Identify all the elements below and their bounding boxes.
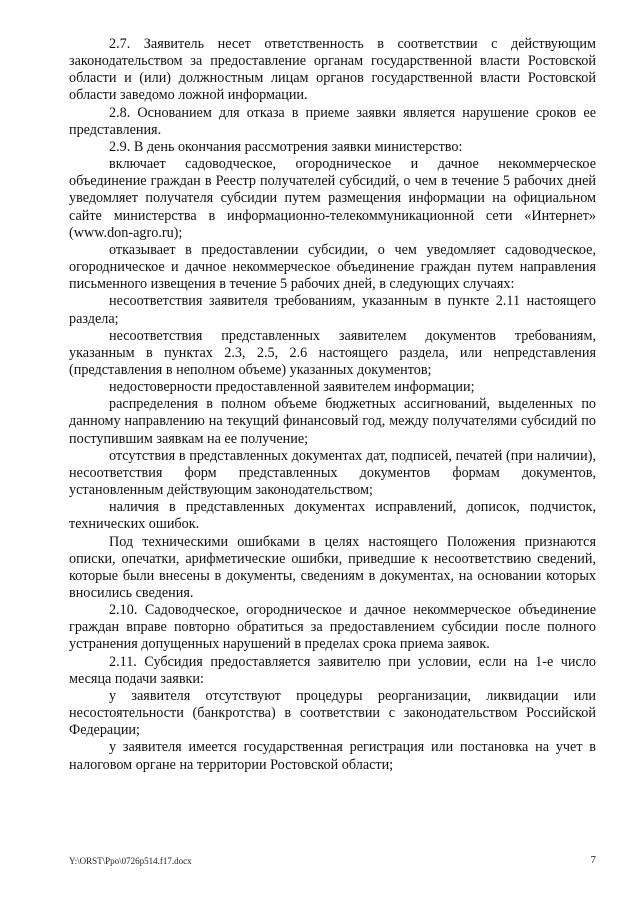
list-item-case-budget: распределения в полном объеме бюджетных ассигнований, выделенных по данному направлению на текущий финансовый год, между получателями субсидий по поступившим заявкам на ее получение; (69, 396, 596, 447)
paragraph-2-10: 2.10. Садоводческое, огородническое и дачное некоммерческое объединение граждан вправе повторно обратиться за предоставлением субсидии после полного устранения допущенных нарушений в пределах срока приема заявок. (69, 602, 596, 653)
list-item-condition-registration: у заявителя имеется государственная регистрация или постановка на учет в налоговом органе на территории Ростовской области; (69, 739, 596, 773)
document-body (69, 36, 596, 774)
list-item-include: включает садоводческое, огородническое и дачное некоммерческое объединение граждан в Реестр получателей субсидий, о чем в течение 5 рабочих дней уведомляет получателя субсидии путем размещения информации на официальном сайте министерства в информационно-телекоммуникационной сети «Интернет» (www.don-agro.ru); (69, 156, 596, 241)
list-item-condition-reorganization: у заявителя отсутствуют процедуры реорганизации, ликвидации или несостоятельности (банкротства) в соответствии с законодательством Российской Федерации; (69, 687, 596, 739)
list-item-case-unreliable: недостоверности предоставленной заявителем информации; (109, 379, 475, 396)
list-item-case-requirements: несоответствия заявителя требованиям, указанным в пункте 2.11 настоящего раздела; (69, 293, 596, 327)
paragraph-2-11: 2.11. Субсидия предоставляется заявителю при условии, если на 1-е число месяца подачи заявки: (69, 653, 596, 687)
paragraph-technical-errors: Под техническими ошибками в целях настоящего Положения признаются описки, опечатки, арифметические ошибки, приведшие к несоответствию сведений, которые были внесены в документы, сведениям в документах, на основании которых вносились сведения. (69, 533, 596, 601)
list-item-case-documents: несоответствия представленных заявителем документов требованиям, указанным в пунктах 2.3, 2.5, 2.6 настоящего раздела, или непредставления (представления в неполном объеме) указанных документов; (69, 327, 596, 378)
footer-file-path: Y:\ORST\Ppo\0726p514.f17.docx (69, 856, 192, 866)
page-number: 7 (590, 854, 596, 866)
paragraph-2-9: 2.9. В день окончания рассмотрения заявки министерство: (109, 138, 463, 155)
list-item-refuse: отказывает в предоставлении субсидии, о чем уведомляет садоводческое, огородническое и дачное некоммерческое объединение граждан путем направления письменного извещения в течение 5 рабочих дней, в следующих случаях: (69, 241, 596, 293)
list-item-case-missing-details: отсутствия в представленных документах дат, подписей, печатей (при наличии), несоответствия форм представленных документов формам документов, установленным действующим законодательством; (69, 447, 596, 499)
paragraph-2-8: 2.8. Основанием для отказа в приеме заявки является нарушение сроков ее представления. (69, 104, 596, 138)
paragraph-2-7: 2.7. Заявитель несет ответственность в соответствии с действующим законодательством за предоставление органам государственной власти Ростовской области и (или) должностным лицам органов государственной власти Ростовской области заведомо ложной информации. (69, 36, 596, 104)
list-item-case-corrections: наличия в представленных документах исправлений, дописок, подчисток, технических ошибок. (69, 499, 596, 533)
